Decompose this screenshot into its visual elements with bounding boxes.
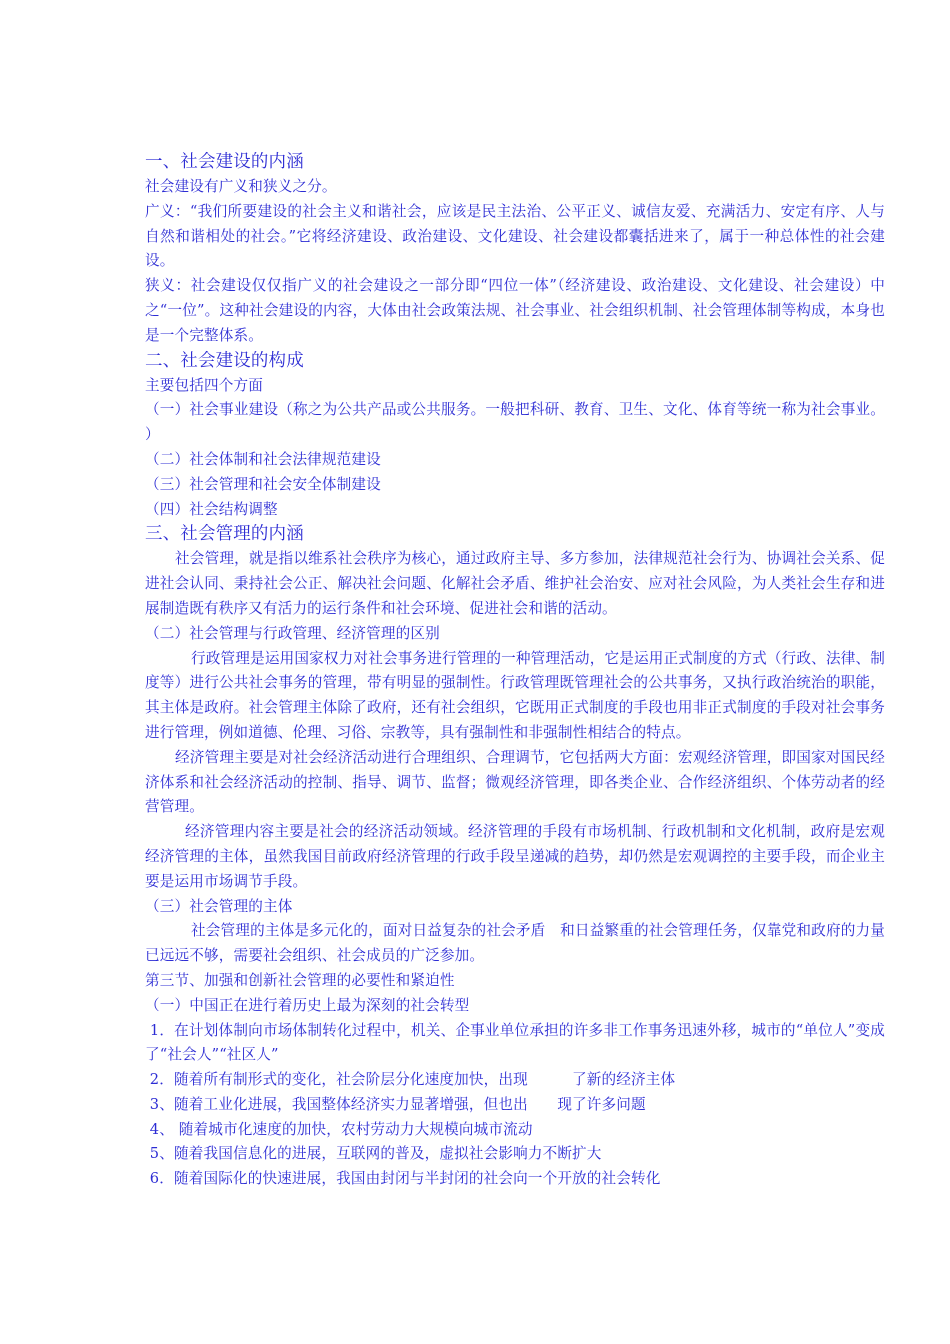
- paragraph: 经济管理内容主要是社会的经济活动领域。经济管理的手段有市场机制、行政机制和文化机制，政府是宏观经济管理的主体，虽然我国目前政府经济管理的行政手段呈递减的趋势，却仍然是宏观调控的主要手段，而企业主要是运用市场调节手段。: [145, 823, 885, 890]
- section-heading: 三、社会管理的内涵: [145, 524, 304, 545]
- document-body: [145, 150, 890, 1192]
- list-item: 1．在计划体制向市场体制转化过程中，机关、企事业单位承担的许多非工作事务迅速外移，城市的“单位人”变成了“社会人”“社区人”: [145, 1021, 885, 1064]
- list-item: （三）社会管理和社会安全体制建设: [145, 475, 381, 493]
- section-heading: 第三节、加强和创新社会管理的必要性和紧迫性: [145, 971, 455, 989]
- paragraph: 社会管理的主体是多元化的，面对日益复杂的社会矛盾 和日益繁重的社会管理任务，仅靠党和政府的力量已远远不够，需要社会组织、社会成员的广泛参加。: [145, 922, 885, 965]
- subsection-heading: （一）中国正在进行着历史上最为深刻的社会转型: [145, 996, 470, 1014]
- list-item: （一）社会事业建设（称之为公共产品或公共服务。一般把科研、教育、卫生、文化、体育等统一称为社会事业。 ）: [145, 401, 890, 444]
- subsection-heading: （二）社会管理与行政管理、经济管理的区别: [145, 624, 440, 642]
- list-item: 5、随着我国信息化的进展，互联网的普及，虚拟社会影响力不断扩大: [145, 1145, 602, 1163]
- list-item: 6．随着国际化的快速进展，我国由封闭与半封闭的社会向一个开放的社会转化: [145, 1170, 661, 1188]
- paragraph: 主要包括四个方面: [145, 376, 263, 394]
- section-heading: 一、社会建设的内涵: [145, 152, 304, 172]
- paragraph: 社会建设有广义和狭义之分。: [145, 178, 337, 195]
- section-heading: 二、社会建设的构成: [145, 350, 304, 371]
- list-item: （二）社会体制和社会法律规范建设: [145, 450, 381, 468]
- paragraph: 广义：“我们所要建设的社会主义和谐社会，应该是民主法治、公平正义、诚信友爱、充满活力、安定有序、人与自然和谐相处的社会。”它将经济建设、政治建设、文化建设、社会建设都囊括进来了，属于一种总体性的社会建设。: [145, 202, 885, 270]
- subsection-heading: （三）社会管理的主体: [145, 897, 293, 915]
- list-item: 3、随着工业化进展，我国整体经济实力显著增强，但也出 现了许多问题: [145, 1095, 646, 1113]
- paragraph: 行政管理是运用国家权力对社会事务进行管理的一种管理活动，它是运用正式制度的方式（行政、法律、制度等）进行公共社会事务的管理，带有明显的强制性。行政管理既管理社会的公共事务，又执行政治统治的职能，其主体是政府。社会管理主体除了政府，还有社会组织，它既用正式制度的手段也用非正式制度的手段对社会事务进行管理，例如道德、伦理、习俗、宗教等，具有强制性和非强制性相结合的特点。: [145, 649, 885, 741]
- paragraph: 社会管理，就是指以维系社会秩序为核心，通过政府主导、多方参加，法律规范社会行为、协调社会关系、促进社会认同、秉持社会公正、解决社会问题、化解社会矛盾、维护社会治安、应对社会风险，为人类社会生存和进展制造既有秩序又有活力的运行条件和社会环境、促进社会和谐的活动。: [145, 550, 885, 617]
- list-item: 2．随着所有制形式的变化，社会阶层分化速度加快，出现 了新的经济主体: [145, 1071, 676, 1089]
- list-item: （四）社会结构调整: [145, 500, 278, 518]
- paragraph: 经济管理主要是对社会经济活动进行合理组织、合理调节，它包括两大方面：宏观经济管理，即国家对国民经济体系和社会经济活动的控制、指导、调节、监督；微观经济管理，即各类企业、合作经济组织、个体劳动者的经营管理。: [145, 748, 885, 816]
- paragraph: 狭义：社会建设仅仅指广义的社会建设之一部分即“四位一体”（经济建设、政治建设、文化建设、社会建设）中之“一位”。这种社会建设的内容，大体由社会政策法规、社会事业、社会组织机制、社会管理体制等构成，本身也是一个完整体系。: [145, 277, 885, 344]
- list-item: 4、 随着城市化速度的加快，农村劳动力大规模向城市流动: [145, 1120, 533, 1138]
